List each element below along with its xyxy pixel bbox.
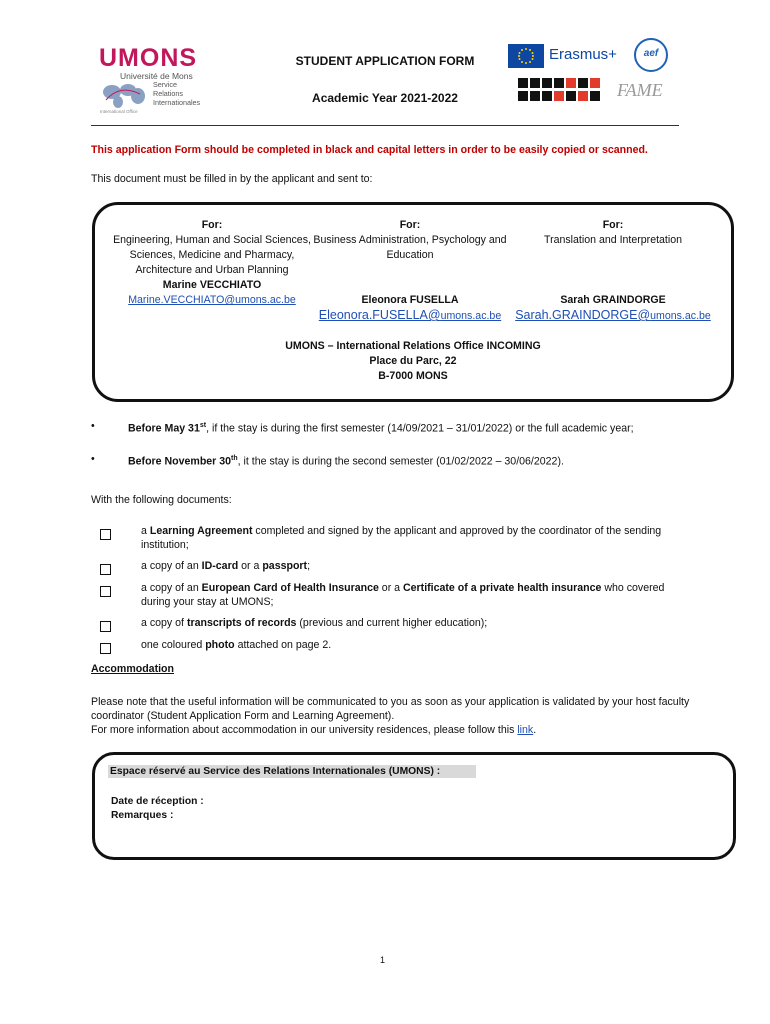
contact-name: Marine VECCHIATO bbox=[162, 279, 262, 291]
header-divider bbox=[91, 125, 679, 126]
reception-date-field: Date de réception : bbox=[111, 796, 204, 807]
form-title: STUDENT APPLICATION FORM bbox=[295, 54, 475, 68]
contact-email-link[interactable]: Eleonora.FUSELLA@umons.ac.be bbox=[318, 308, 502, 322]
for-label: For: bbox=[602, 219, 624, 231]
international-office-tag: International Office bbox=[100, 109, 138, 114]
deadline-item: • Before May 31st, if the stay is during the first semester (14/09/2021 – 31/01/2022) or the full academic year; bbox=[91, 420, 634, 435]
page-number: 1 bbox=[380, 955, 386, 965]
contact-column-business bbox=[312, 218, 508, 324]
eu-flag-icon bbox=[508, 44, 544, 68]
deadline-list bbox=[91, 419, 681, 484]
aef-logo: aef bbox=[634, 38, 668, 72]
contact-name: Eleonora FUSELLA bbox=[361, 294, 459, 306]
document-checkbox[interactable] bbox=[100, 586, 111, 597]
document-item: a copy of an ID-card or a passport; bbox=[100, 560, 680, 574]
document-item: a copy of transcripts of records (previous and current higher education); bbox=[100, 617, 680, 631]
contact-email-link[interactable]: Marine.VECCHIATO@umons.ac.be bbox=[128, 294, 296, 306]
accommodation-link[interactable]: link bbox=[517, 724, 534, 736]
contact-column-engineering bbox=[112, 218, 312, 308]
remarks-field: Remarques : bbox=[111, 810, 174, 821]
for-label: For: bbox=[201, 219, 223, 231]
contact-name: Sarah GRAINDORGE bbox=[560, 294, 666, 306]
document-checkbox[interactable] bbox=[100, 564, 111, 575]
document-item: one coloured photo attached on page 2. bbox=[100, 639, 680, 653]
erasmus-logo: Erasmus+ bbox=[549, 46, 617, 63]
document-item: a Learning Agreement completed and signed by the applicant and approved by the coordinator of the sending institution; bbox=[100, 525, 680, 552]
umons-logo: UMONS bbox=[99, 44, 198, 72]
document-checkbox[interactable] bbox=[100, 529, 111, 540]
office-address: UMONS – International Relations Office INCOMING Place du Parc, 22 B-7000 MONS bbox=[285, 340, 541, 382]
capital-letters-notice: This application Form should be completed in black and capital letters in order to be easily copied or scanned. bbox=[91, 144, 648, 156]
service-relations-logo-text: Service Relations Internationales bbox=[153, 80, 201, 107]
faculties-text: Engineering, Human and Social Sciences, Sciences, Medicine and Pharmacy, Architecture and Urban Planning bbox=[113, 234, 311, 276]
fame-logo: FAME bbox=[617, 80, 663, 100]
documents-checklist bbox=[100, 525, 680, 661]
contact-column-translation bbox=[508, 218, 718, 324]
accommodation-heading: Accommodation bbox=[91, 663, 174, 675]
for-label: For: bbox=[399, 219, 421, 231]
deadline-item: • Before November 30th, it the stay is during the second semester (01/02/2022 – 30/06/2022). bbox=[91, 452, 564, 468]
universite-de-mons-label: Université de Mons bbox=[120, 71, 193, 81]
accommodation-text: Please note that the useful information will be communicated to you as soon as your application is validated by your host faculty coordinator (Student Application Form and Learning Agreement). For more information about accommodation in our university residences, please follow this link. bbox=[91, 696, 690, 736]
world-map-icon bbox=[100, 80, 148, 110]
documents-intro: With the following documents: bbox=[91, 494, 232, 506]
contact-email-link[interactable]: Sarah.GRAINDORGE@umons.ac.be bbox=[515, 308, 711, 322]
document-checkbox[interactable] bbox=[100, 643, 111, 654]
erasmus-belgica-logo-icon bbox=[518, 78, 602, 102]
faculties-text: Translation and Interpretation bbox=[544, 234, 682, 246]
document-checkbox[interactable] bbox=[100, 621, 111, 632]
document-item: a copy of an European Card of Health Insurance or a Certificate of a private health insurance who covered during your stay at UMONS; bbox=[100, 582, 680, 609]
academic-year: Academic Year 2021-2022 bbox=[312, 91, 458, 105]
reserved-section-title: Espace réservé au Service des Relations Internationales (UMONS) : bbox=[108, 765, 476, 778]
intro-text: This document must be filled in by the applicant and sent to: bbox=[91, 173, 373, 185]
faculties-text: Business Administration, Psychology and Education bbox=[313, 234, 507, 261]
